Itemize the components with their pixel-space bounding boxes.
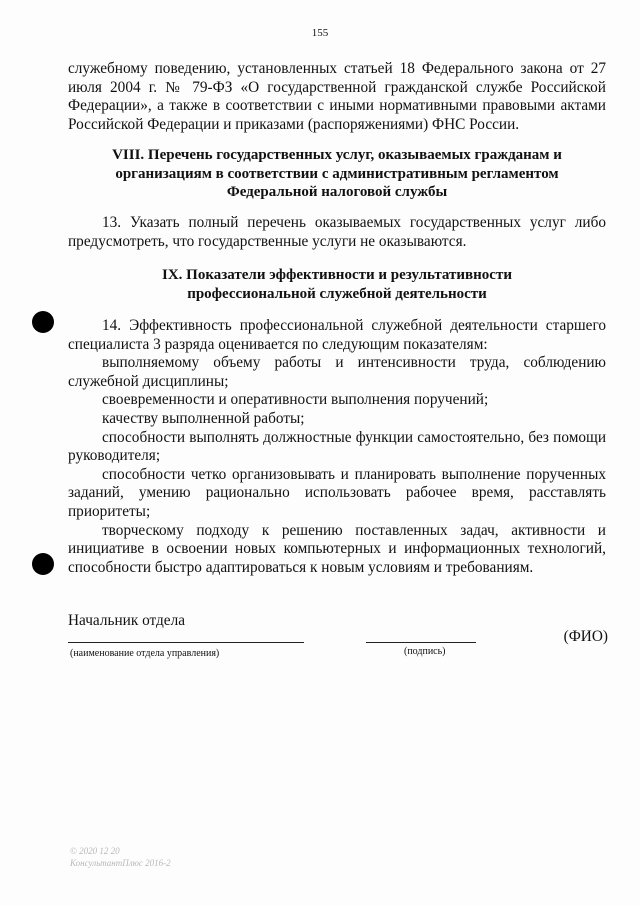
criterion-6: творческому подходу к решению поставленных задач, активности и инициативе в освоении новых компьютерных и информационных технологий, способности быстро адаптироваться к новым условиям и требованиям. xyxy=(68,521,606,576)
item-14-block xyxy=(68,317,606,577)
section-8-heading: VIII. Перечень государственных услуг, оказываемых гражданам и организациям в соответствии с административным регламентом Федеральной налоговой службы xyxy=(112,147,562,201)
department-caption: (наименование отдела управления) xyxy=(70,648,220,659)
item-13-block xyxy=(68,214,606,251)
signature-caption: (подпись) xyxy=(404,646,446,657)
stamp-line-1: © 2020 12 20 xyxy=(70,846,120,856)
punch-hole-bottom xyxy=(32,553,54,575)
stamp-line-2: КонсультантПлюс 2016-2 xyxy=(70,858,171,868)
intro-paragraph: служебному поведению, установленных статьей 18 Федерального закона от 27 июля 2004 г. № 79-ФЗ «О государственной гражданской службе Российской Федерации», а также в соответствии с иными нормативными правовыми актами Российской Федерации и приказами (распоряжениями) ФНС России. xyxy=(68,60,606,133)
signature-block xyxy=(68,612,608,672)
criterion-1: выполняемому объему работы и интенсивности труда, соблюдению служебной дисциплины; xyxy=(68,354,606,390)
criterion-5: способности четко организовывать и планировать выполнение порученных заданий, умению рационально использовать рабочее время, расставлять приоритеты; xyxy=(68,465,606,520)
item-14-paragraph: 14. Эффективность профессиональной служебной деятельности старшего специалиста 3 разряда оценивается по следующим показателям: xyxy=(68,317,606,353)
intro-block xyxy=(68,60,606,134)
section-8-block xyxy=(98,146,576,202)
signature-line xyxy=(366,642,476,643)
criterion-2: своевременности и оперативности выполнения поручений; xyxy=(102,391,489,409)
criterion-4: способности выполнять должностные функции самостоятельно, без помощи руководителя; xyxy=(68,428,606,465)
signature-title: Начальник отдела xyxy=(68,612,186,629)
section-9-block xyxy=(108,266,566,303)
watermark-stamp xyxy=(70,845,171,869)
fio-label: (ФИО) xyxy=(563,628,608,645)
item-13-paragraph: 13. Указать полный перечень оказываемых государственных услуг либо предусмотреть, что государственные услуги не оказываются. xyxy=(68,214,606,250)
department-line xyxy=(68,642,304,643)
punch-hole-top xyxy=(32,311,54,333)
section-9-heading: IX. Показатели эффективности и результативности профессиональной служебной деятельности xyxy=(162,267,512,302)
page-number: 155 xyxy=(311,27,329,39)
criterion-3: качеству выполненной работы; xyxy=(102,409,305,427)
